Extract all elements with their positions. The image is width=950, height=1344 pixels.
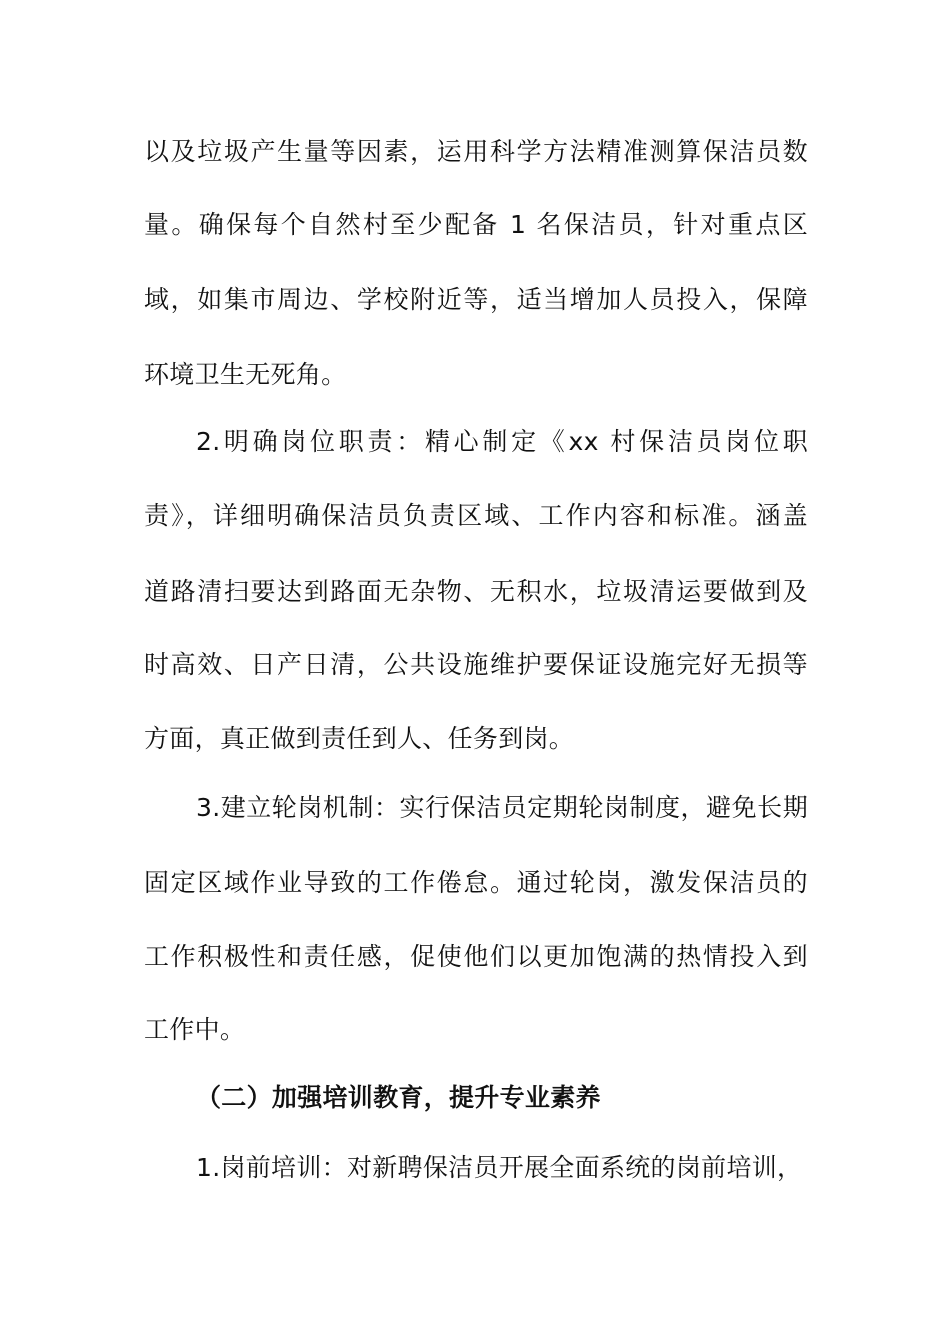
item-2-line-4: 时高效、日产日清，公共设施维护要保证设施完好无损等: [144, 650, 808, 679]
item-2-line-2: 责》，详细明确保洁员负责区域、工作内容和标准。涵盖: [144, 501, 808, 530]
paragraph-line-2: 量。确保每个自然村至少配备 1 名保洁员，针对重点区: [144, 210, 808, 239]
paragraph-line-1: 以及垃圾产生量等因素，运用科学方法精准测算保洁员数: [144, 137, 808, 166]
item-2-line-5: 方面，真正做到责任到人、任务到岗。: [144, 724, 575, 753]
item-2-line-3: 道路清扫要达到路面无杂物、无积水，垃圾清运要做到及: [144, 577, 808, 606]
item-3-line-3: 工作积极性和责任感，促使他们以更加饱满的热情投入到: [144, 942, 808, 971]
paragraph-line-4: 环境卫生无死角。: [144, 360, 347, 389]
item-3-line-4: 工作中。: [144, 1015, 246, 1044]
paragraph-line-3: 域，如集市周边、学校附近等，适当增加人员投入，保障: [144, 285, 808, 314]
item-3-line-2: 固定区域作业导致的工作倦怠。通过轮岗，激发保洁员的: [144, 868, 808, 897]
section-heading: （二）加强培训教育，提升专业素养: [196, 1083, 601, 1112]
section-item-1-line-1: 1.岗前培训：对新聘保洁员开展全面系统的岗前培训，: [196, 1153, 803, 1182]
item-3-line-1: 3.建立轮岗机制：实行保洁员定期轮岗制度，避免长期: [196, 793, 808, 822]
item-2-line-1: 2.明确岗位职责：精心制定《xx 村保洁员岗位职: [196, 427, 808, 456]
